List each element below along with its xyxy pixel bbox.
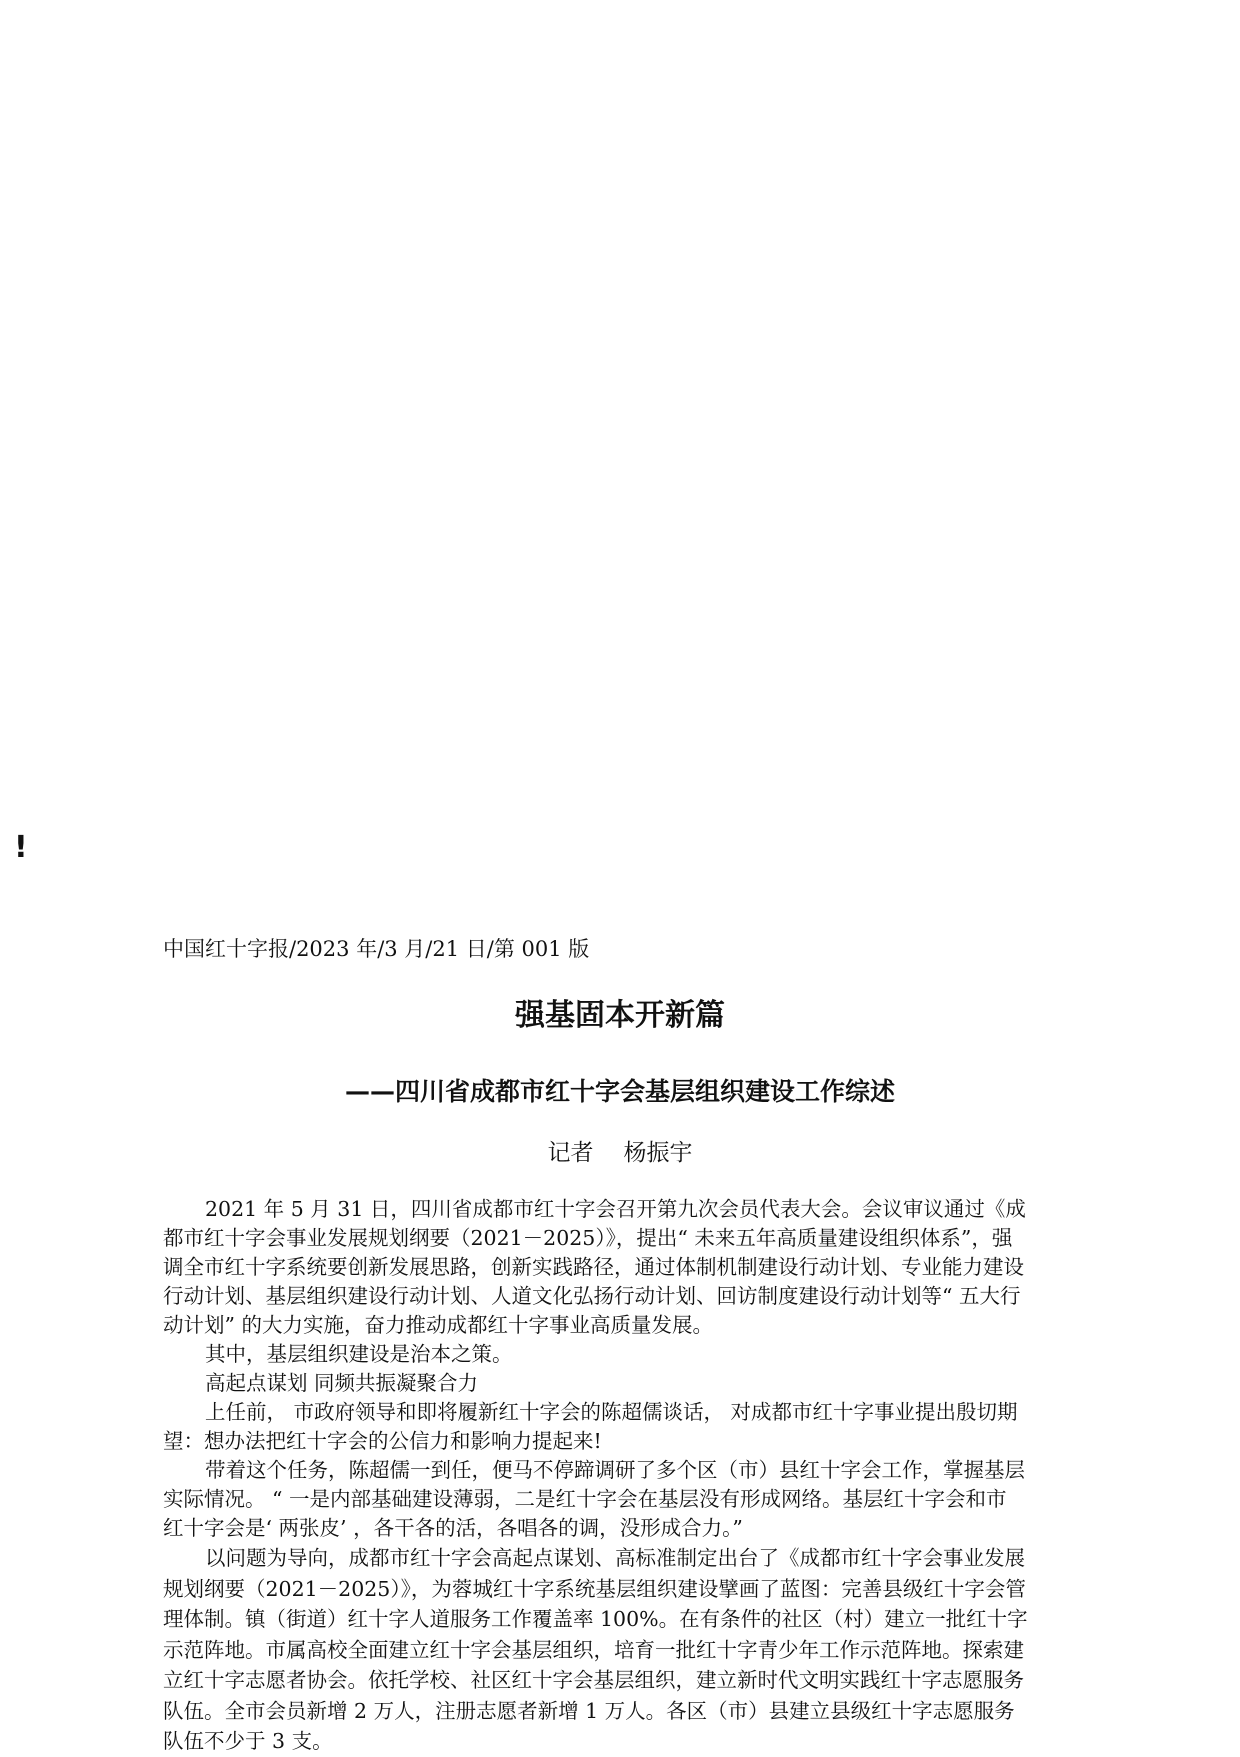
body-line: 以问题为导向，成都市红十字会高起点谋划、高标准制定出台了《成都市红十字会事业发展 bbox=[205, 1546, 1025, 1570]
body-line: 调全市红十字系统要创新发展思路，创新实践路径，通过体制机制建设行动计划、专业能力建设 bbox=[163, 1255, 1024, 1279]
body-line: 示范阵地。市属高校全面建立红十字会基层组织，培育一批红十字青少年工作示范阵地。探索建 bbox=[163, 1637, 1024, 1662]
body-line: 队伍不少于 3 支。 bbox=[163, 1729, 333, 1753]
byline-role: 记者 bbox=[547, 1140, 594, 1166]
body-line: 望：想办法把红十字会的公信力和影响力提起来! bbox=[163, 1429, 602, 1453]
body-line: 规划纲要（2021－2025）》，为蓉城红十字系统基层组织建设擘画了蓝图：完善县级红十字会管 bbox=[163, 1576, 1026, 1601]
body-line: 带着这个任务，陈超儒一到任，便马不停蹄调研了多个区（市）县红十字会工作，掌握基层 bbox=[205, 1458, 1025, 1482]
body-line: 行动计划、基层组织建设行动计划、人道文化弘扬行动计划、回访制度建设行动计划等“ 五大行 bbox=[163, 1284, 1021, 1308]
body-line: 动计划” 的大力实施，奋力推动成都红十字事业高质量发展。 bbox=[163, 1313, 713, 1337]
body-line: 其中，基层组织建设是治本之策。 bbox=[205, 1342, 513, 1366]
article-title: 强基固本开新篇 bbox=[515, 998, 725, 1033]
body-line: 实际情况。 “ 一是内部基础建设薄弱，二是红十字会在基层没有形成网络。基层红十字会和市 bbox=[163, 1487, 1007, 1511]
dateline: 中国红十字报/2023 年/3 月/21 日/第 001 版 bbox=[163, 937, 590, 961]
body-line: 2021 年 5 月 31 日，四川省成都市红十字会召开第九次会员代表大会。会议审议通过《成 bbox=[205, 1197, 1026, 1221]
article-subtitle: ——四川省成都市红十字会基层组织建设工作综述 bbox=[344, 1077, 895, 1106]
section-heading: 高起点谋划 同频共振凝聚合力 bbox=[205, 1371, 479, 1395]
body-line: 都市红十字会事业发展规划纲要（2021－2025）》，提出“ 未来五年高质量建设组织体系”，强 bbox=[163, 1226, 1013, 1250]
body-line: 立红十字志愿者协会。依托学校、社区红十字会基层组织，建立新时代文明实践红十字志愿服务 bbox=[163, 1668, 1024, 1692]
body-line: 上任前， 市政府领导和即将履新红十字会的陈超儒谈话， 对成都市红十字事业提出殷切期 bbox=[205, 1400, 1018, 1424]
body-line: 理体制。镇（街道）红十字人道服务工作覆盖率 100%。在有条件的社区（村）建立一批红十字 bbox=[163, 1607, 1028, 1631]
body-line: 队伍。全市会员新增 2 万人，注册志愿者新增 1 万人。各区（市）县建立县级红十字志愿服务 bbox=[163, 1698, 1015, 1723]
exclamation-mark: ! bbox=[14, 830, 28, 865]
byline bbox=[0, 1136, 1240, 1170]
byline-author: 杨振宇 bbox=[623, 1140, 693, 1166]
article-body bbox=[163, 1195, 1083, 1757]
body-line: 红十字会是‘ 两张皮’ ，各干各的活，各唱各的调，没形成合力。” bbox=[163, 1516, 743, 1540]
